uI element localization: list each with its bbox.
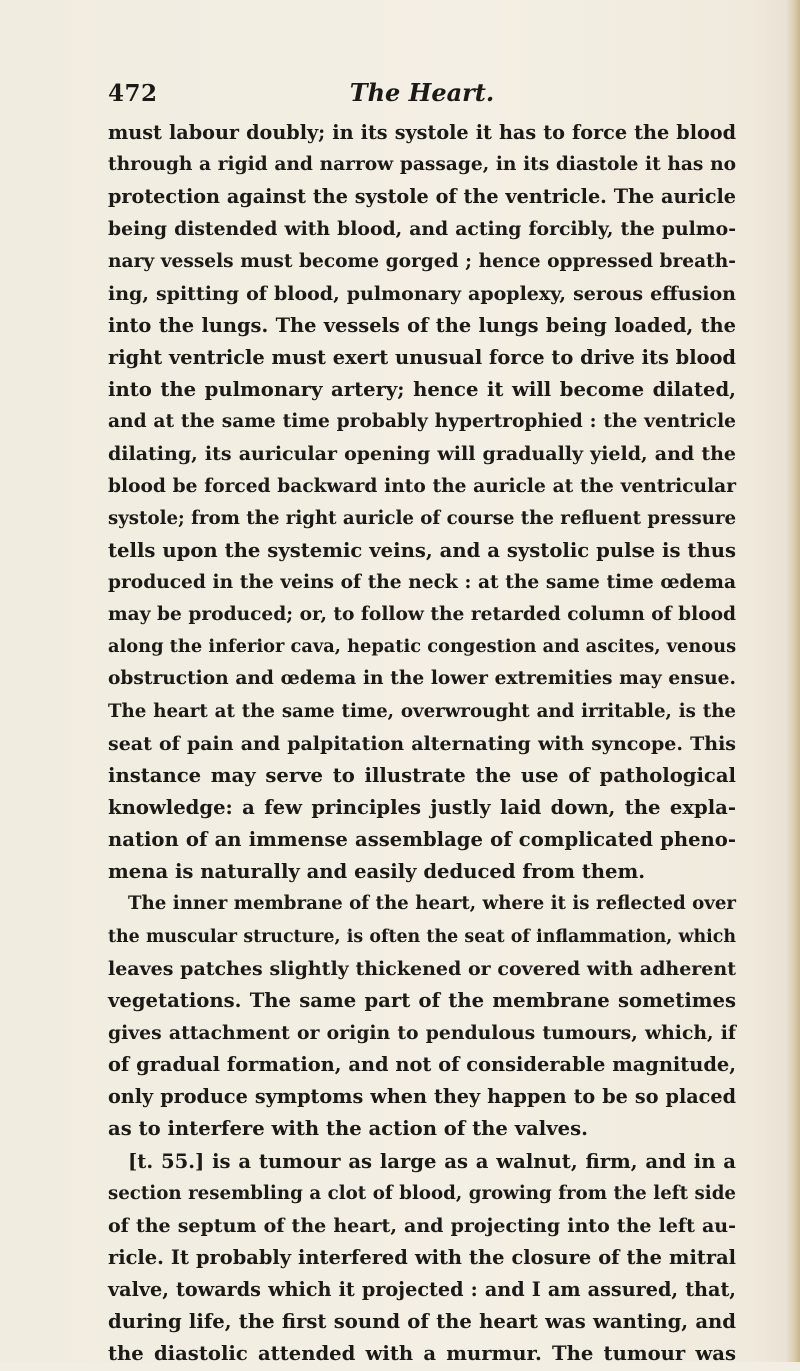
running-head: [108, 72, 736, 112]
text-line: of the septum of the heart, and projecting into the left au-: [108, 1214, 736, 1237]
text-line: leaves patches slightly thickened or covered with adherent: [108, 957, 736, 980]
text-line: protection against the systole of the ventricle. The auricle: [108, 185, 736, 209]
text-line: only produce symptoms when they happen to be so placed: [108, 1085, 736, 1109]
paragraph-end-line: as to interfere with the action of the valves.: [108, 1117, 588, 1141]
running-title: The Heart.: [349, 78, 495, 107]
text-line: nary vessels must become gorged ; hence oppressed breath-: [108, 250, 736, 272]
text-line: and at the same time probably hypertrophied : the ventricle: [108, 411, 736, 433]
text-line: instance may serve to illustrate the use of pathological: [108, 763, 736, 787]
text-line: must labour doubly; in its systole it has to force the blood: [108, 121, 736, 144]
text-line: ricle. It probably interfered with the closure of the mitral: [108, 1245, 736, 1269]
text-line: through a rigid and narrow passage, in its diastole it has no: [108, 154, 736, 176]
text-line: the muscular structure, is often the seat of inflammation, which: [108, 926, 736, 947]
page-number: 472: [108, 80, 158, 107]
text-line: section resembling a clot of blood, growing from the left side: [108, 1182, 736, 1204]
text-line: produced in the veins of the neck : at the same time œdema: [108, 571, 736, 593]
text-line: into the lungs. The vessels of the lungs being loaded, the: [108, 313, 736, 337]
text-line: dilating, its auricular opening will gradually yield, and the: [108, 443, 736, 466]
text-line: obstruction and œdema in the lower extremities may ensue.: [108, 668, 736, 690]
text-line: right ventricle must exert unusual force to drive its blood: [108, 345, 736, 369]
paragraph-end-line: mena is naturally and easily deduced from them.: [108, 860, 646, 884]
text-line: gives attachment or origin to pendulous tumours, which, if: [108, 1021, 736, 1044]
text-line: ing, spitting of blood, pulmonary apoplexy, serous effusion: [108, 282, 736, 305]
text-line: knowledge: a few principles justly laid down, the expla-: [108, 795, 736, 819]
text-line: nation of an immense assemblage of complicated pheno-: [108, 828, 736, 852]
paragraph-start-line: [t. 55.] is a tumour as large as a walnut, firm, and in a: [128, 1149, 736, 1173]
text-line: seat of pain and palpitation alternating with syncope. This: [108, 732, 736, 755]
text-line: the diastolic attended with a murmur. The tumour was: [108, 1342, 736, 1366]
text-line: into the pulmonary artery; hence it will become dilated,: [108, 378, 736, 402]
text-line: during life, the first sound of the heart was wanting, and: [108, 1310, 736, 1334]
text-line: may be produced; or, to follow the retarded column of blood: [108, 604, 736, 626]
text-line: of gradual formation, and not of considerable magnitude,: [108, 1053, 736, 1077]
text-line: The heart at the same time, overwrought and irritable, is the: [108, 700, 736, 722]
text-line: being distended with blood, and acting forcibly, the pulmo-: [108, 218, 736, 241]
text-line: tells upon the systemic veins, and a systolic pulse is thus: [108, 538, 736, 562]
paragraph-start-line: The inner membrane of the heart, where it is reflected over: [128, 893, 736, 915]
text-line: vegetations. The same part of the membrane sometimes: [108, 988, 736, 1012]
text-line: along the inferior cava, hepatic congestion and ascites, venous: [108, 636, 737, 658]
body-text: [108, 117, 736, 1370]
text-line: systole; from the right auricle of course the refluent pressure: [108, 507, 737, 529]
text-line: blood be forced backward into the auricle at the ventricular: [108, 475, 736, 497]
page-edge-shadow: [786, 0, 800, 1362]
text-line: valve, towards which it projected : and I am assured, that,: [108, 1278, 736, 1302]
